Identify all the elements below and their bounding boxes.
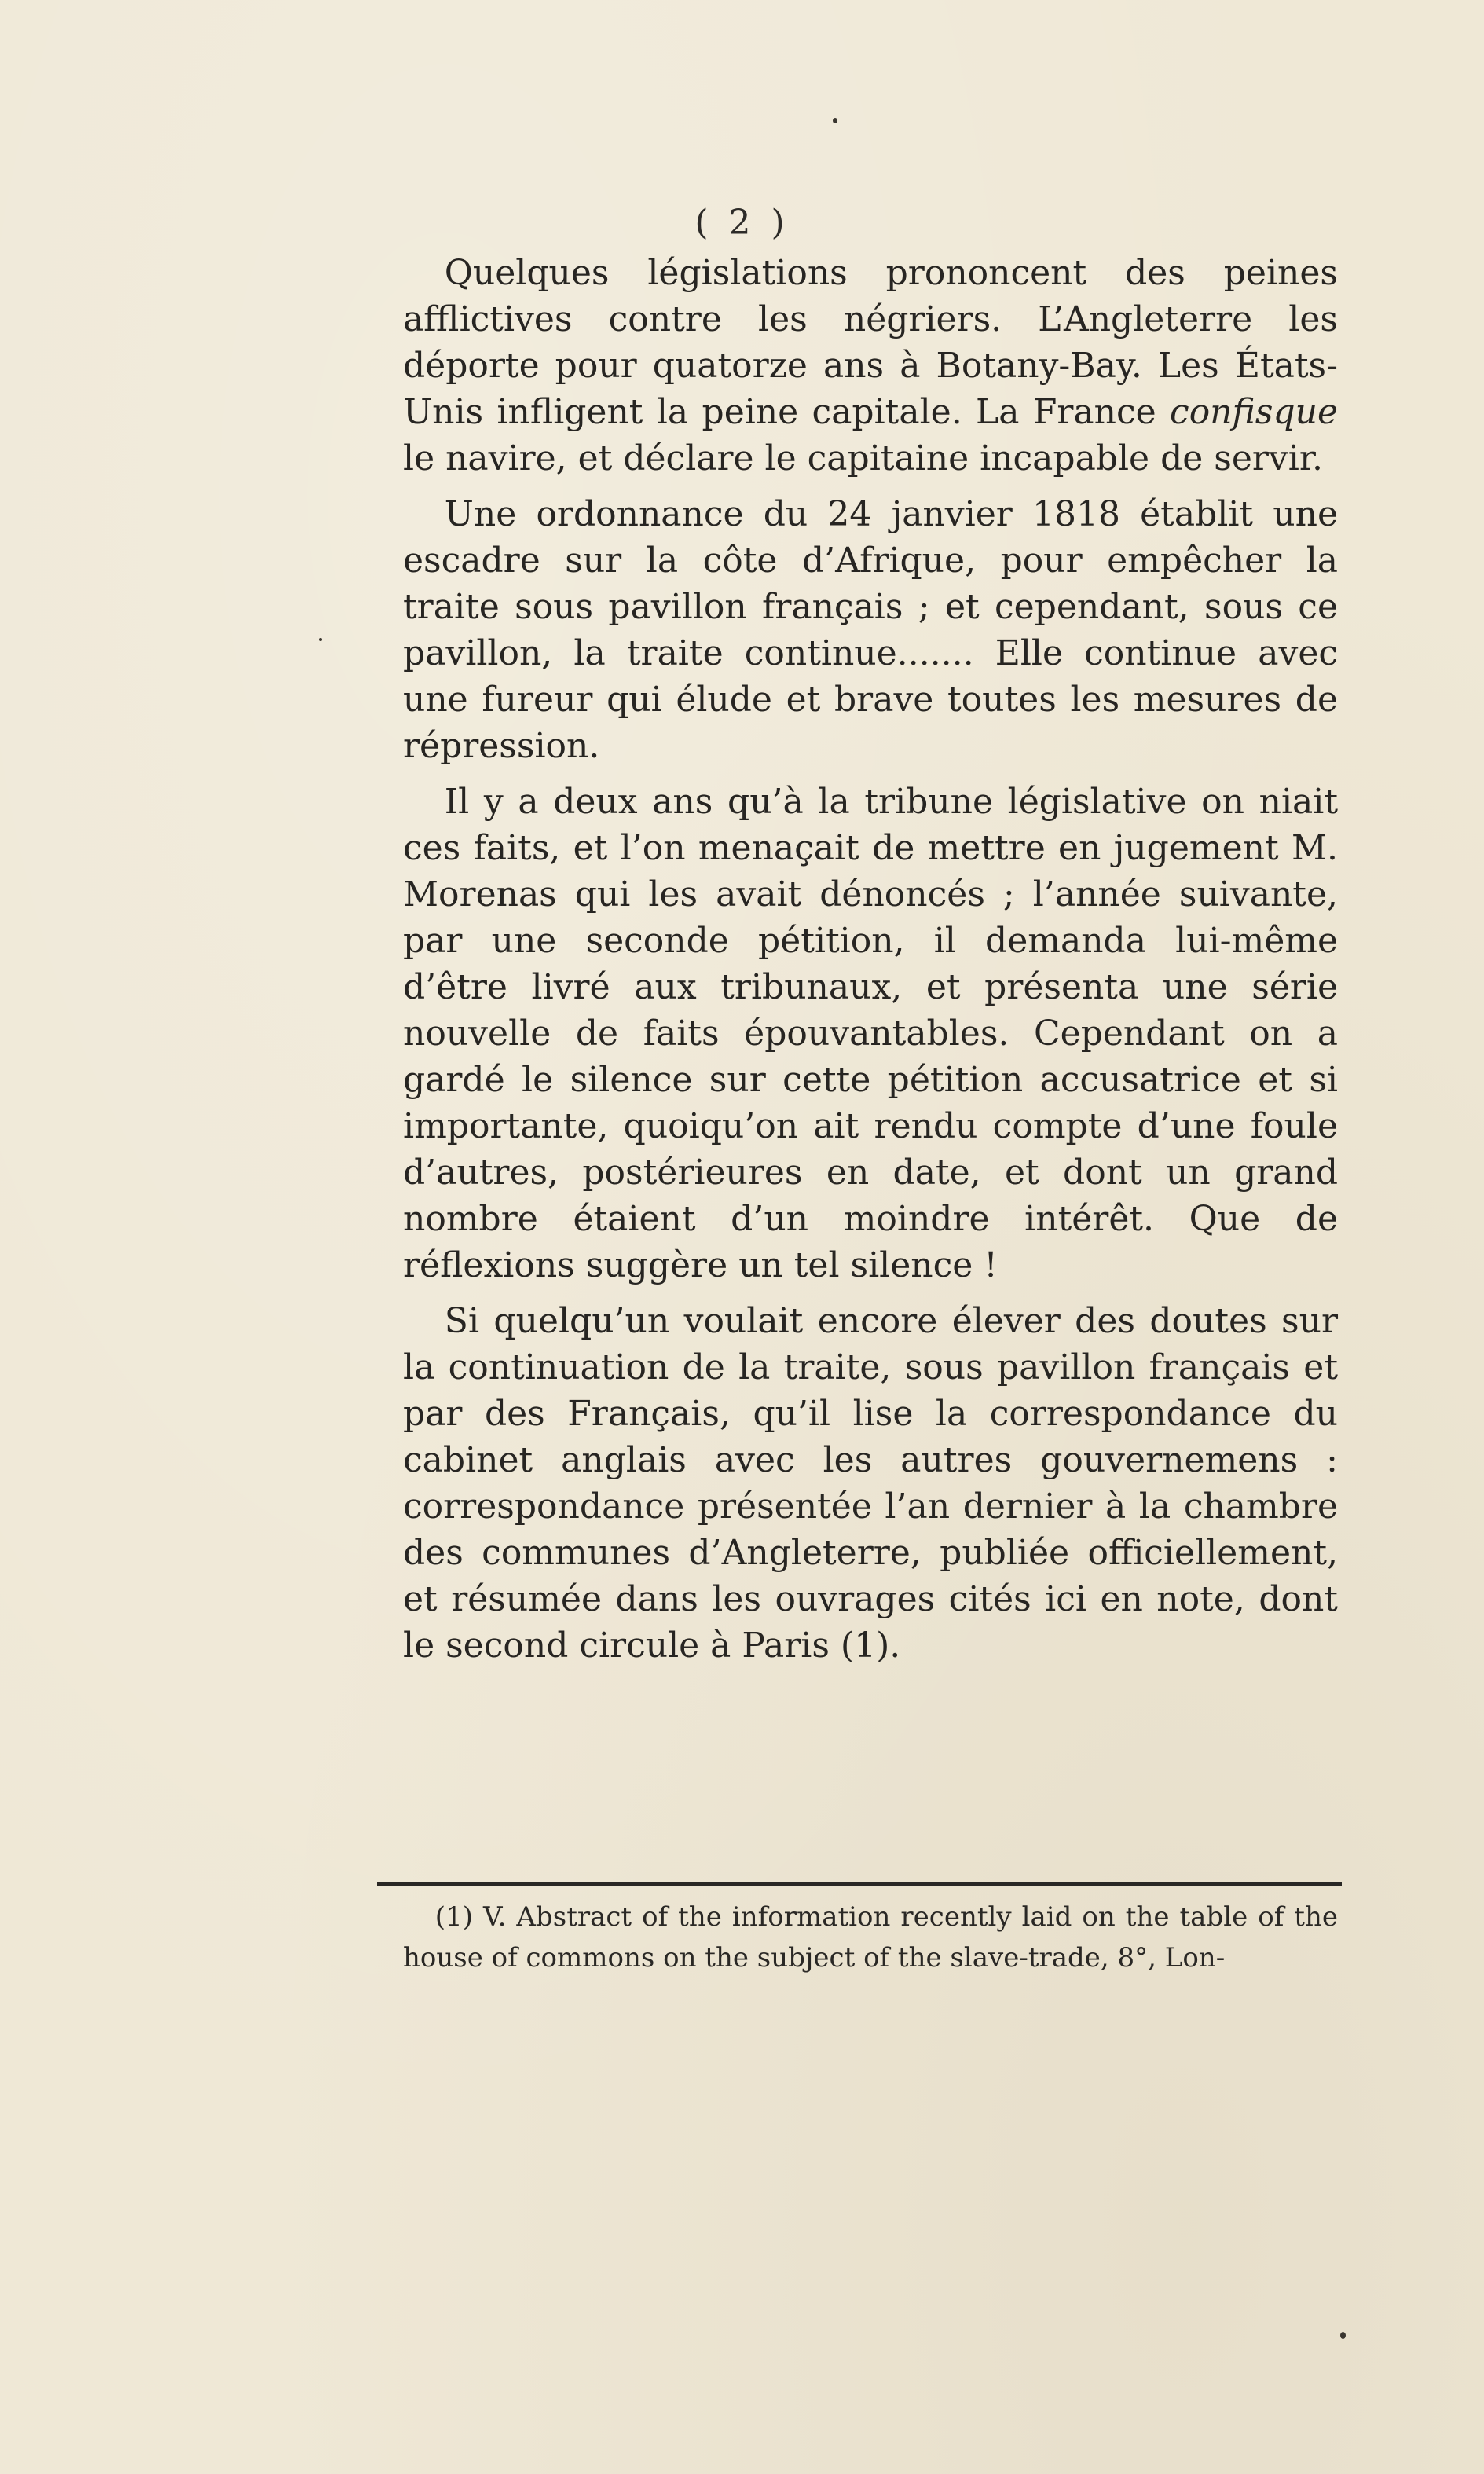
paragraph: Une ordonnance du 24 janvier 1818 établit une escadre sur la côte d’Afrique, pour empêcher la traite sous pavillon français ; et cependant, sous ce pavillon, la traite continue....... Elle continue avec une fureur qui élude et brave toutes les mesures de répression. xyxy=(403,494,1338,766)
ink-speck xyxy=(833,118,837,123)
paragraph-text: le navire, et déclare le capitaine incapable de servir. xyxy=(403,438,1324,478)
paragraph-text: Quelques législations prononcent des peines afflictives contre les négriers. L’Angleterre les déporte pour quatorze ans à Botany-Bay. Les États-Unis infligent la peine capitale. La France xyxy=(403,253,1338,432)
paragraph: Il y a deux ans qu’à la tribune législative on niait ces faits, et l’on menaçait de mettre en jugement M. Morenas qui les avait dénoncés ; l’année suivante, par une seconde pétition, il demanda lui-même d’être livré aux tribunaux, et présenta une série nouvelle de faits épouvantables. Cependant on a gardé le silence sur cette pétition accusatrice et si importante, quoiqu’on ait rendu compte d’une foule d’autres, postérieures en date, et dont un grand nombre étaient d’un moindre intérêt. Que de réflexions suggère un tel silence ! xyxy=(403,782,1338,1285)
paragraph: Si quelqu’un voulait encore élever des doutes sur la continuation de la traite, sous pavillon français et par des Français, qu’il lise la correspondance du cabinet anglais avec les autres gouvernemens : correspondance présentée l’an dernier à la chambre des communes d’Angleterre, publiée officiellement, et résumée dans les ouvrages cités ici en note, dont le second circule à Paris (1). xyxy=(403,1301,1338,1666)
footnote-divider xyxy=(377,1882,1342,1886)
ink-speck xyxy=(319,638,322,641)
page-number: ( 2 ) xyxy=(694,203,790,243)
paragraph xyxy=(403,250,1338,482)
footnote: (1) V. Abstract of the information recently laid on the table of the house of commons on the subject of the slave-trade, 8°, Lon- xyxy=(403,1901,1338,1974)
ink-speck xyxy=(1340,2332,1346,2339)
body-text xyxy=(403,250,1338,1669)
italic-word: confisque xyxy=(1170,392,1338,432)
